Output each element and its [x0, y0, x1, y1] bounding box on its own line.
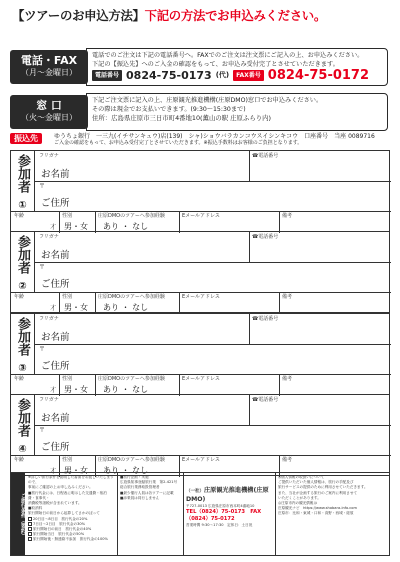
- phone-label: ☎電話番号: [252, 316, 279, 322]
- window-box: [86, 93, 388, 131]
- remarks-label: 備考: [282, 294, 293, 300]
- gender-options[interactable]: 男・女: [64, 303, 88, 312]
- age-label: 年齢: [14, 213, 25, 219]
- experience-options[interactable]: あり ・ なし: [103, 303, 149, 312]
- organization-tel[interactable]: TEL（0824）75-0173 FAX（0824）75-0172: [186, 509, 262, 523]
- address-label: ご住所: [41, 279, 70, 290]
- age-unit: 才: [50, 224, 57, 231]
- organization-name: 庄原観光推進機構(庄原DMO): [186, 487, 269, 503]
- phone-fax-line1: 電話でのご注文は下記の電話番号へ。FAXでのご注文は注文票にご記入の上、お申込みください。: [92, 52, 364, 59]
- address-label: ご住所: [41, 442, 70, 453]
- gender-label: 性別: [62, 457, 73, 463]
- experience-label: 庄原DMOのツアーへ参加経験: [98, 294, 165, 300]
- furigana-label: フリガナ: [39, 397, 59, 403]
- contact-numbers: 電話番号 0824-75-0173 (代) FAX番号 0824-75-0172: [92, 70, 369, 81]
- tour-conditions-label: ご旅行条件（要約）: [11, 473, 25, 555]
- phone-fax-line2: 下記の【振込先】へのご入金の確認をもって、お申込み受付完了とさせていただきます。: [92, 61, 339, 68]
- phone-label: ☎電話番号: [252, 397, 279, 403]
- remarks-label: 備考: [282, 376, 293, 382]
- window-line2: その際は現金でお支払いできます。(9:30〜15:30まで): [92, 106, 246, 113]
- experience-label: 庄原DMOのツアーへ参加経験: [98, 376, 165, 382]
- tour-conditions-footer: [10, 472, 390, 556]
- conditions-column: ※詳しい旅行条件を説明した書面をお渡しいたしますので、 事前にご確認の上お申し込みください。 ■旅行代金には、日程表に明示した交通費・宿泊費・食事代・ 消費税等諸税が含まれています。 ■取消料 旅行開始日の前日から起算してさかのぼって 20日目〜8日目 旅行代金の20% 7日目〜2日目 旅行代金の30% 旅行開始日の前日 旅行代金の40% 旅行開始当日 旅行代金の50% 旅行開始後・無連絡不参加 旅行代金の100%: [28, 475, 114, 542]
- participant-label: 参加者 ②: [11, 232, 35, 292]
- privacy-column: ◎個人情報の取扱いについて ご提供いただいた個人情報は、旅行の手配及び 旅行サービスの提供のために利用させていただきます。 また、当社が企画する旅行のご案内に利用させて いただくことがあります。 ◎庄原市内の観光情報は 庄原観光ナビ https://www.shobara-info.com 庄原市：比和・東城・口和・高野・西城・総領: [278, 475, 368, 516]
- address-label: ご住所: [41, 198, 70, 209]
- participant-form-2: [10, 231, 390, 313]
- email-label: Eメールアドレス: [182, 376, 220, 382]
- age-unit: 才: [50, 468, 57, 475]
- experience-options[interactable]: あり ・ なし: [103, 466, 149, 475]
- name-label: お名前: [41, 250, 70, 261]
- name-label: お名前: [41, 413, 70, 424]
- name-label: お名前: [41, 169, 70, 180]
- experience-label: 庄原DMOのツアーへ参加経験: [98, 457, 165, 463]
- participant-label: 参加者 ①: [11, 151, 35, 211]
- email-label: Eメールアドレス: [182, 457, 220, 463]
- postal-label: 〒: [39, 427, 46, 434]
- fax-label: FAX番号: [233, 70, 264, 81]
- gender-label: 性別: [62, 213, 73, 219]
- tel-number[interactable]: 0824-75-0173: [126, 69, 212, 82]
- organization-hours: 営業時間 9:30〜17:30 定休日：土日祝: [186, 523, 253, 528]
- remarks-label: 備考: [282, 457, 293, 463]
- gender-label: 性別: [62, 294, 73, 300]
- participant-label: 参加者 ④: [11, 395, 35, 455]
- participant-form-3: [10, 313, 390, 395]
- phone-label: ☎電話番号: [252, 234, 279, 240]
- age-unit: 才: [50, 305, 57, 312]
- bank-info: [10, 133, 390, 147]
- name-label: お名前: [41, 332, 70, 343]
- participant-form-1: [10, 150, 390, 232]
- participant-label: 参加者 ③: [11, 314, 35, 374]
- participant-form-4: [10, 394, 390, 476]
- postal-label: 〒: [39, 264, 46, 271]
- email-label: Eメールアドレス: [182, 294, 220, 300]
- organization-column: （一社）庄原観光推進機構(庄原DMO) 〒727-0013 広島県庄原市西本町4番地10 TEL（0824）75-0173 FAX（0824）75-0172 営業時間 9:30〜17:30 定休日：土日祝: [186, 475, 272, 528]
- phone-label: ☎電話番号: [252, 153, 279, 159]
- remarks-label: 備考: [282, 213, 293, 219]
- page-title: 【ツアーのお申込方法】下記の方法でお申込みください。: [12, 8, 326, 23]
- postal-label: 〒: [39, 183, 46, 190]
- postal-label: 〒: [39, 346, 46, 353]
- furigana-label: フリガナ: [39, 153, 59, 159]
- window-line1: 下記ご注文票に記入の上、庄原観光推進機構(庄原DMO)窓口でお申込みください。: [92, 97, 323, 104]
- age-label: 年齢: [14, 376, 25, 382]
- phone-fax-badge: 電話・FAX （月〜金曜日）: [10, 50, 88, 84]
- email-label: Eメールアドレス: [182, 213, 220, 219]
- gender-options[interactable]: 男・女: [64, 222, 88, 231]
- organization-address: 〒727-0013 広島県庄原市西本町4番地10: [186, 504, 255, 508]
- age-label: 年齢: [14, 457, 25, 463]
- tel-label: 電話番号: [92, 70, 122, 81]
- bank-account: ゆうちょ銀行 一三九(イチサンキュウ)店(139) シャ)ショウバラカンコウスイシンキコウ 口座番号 当座 0089716: [54, 133, 375, 140]
- furigana-label: フリガナ: [39, 316, 59, 322]
- bank-label: 振込先: [10, 133, 42, 144]
- planner-column: ■旅行企画・実施 広島県知事登録旅行業 第2-421号 総合旅行業務取扱管理者 ■最少催行人員は各ツアーに記載 ■添乗員は同行しません: [120, 475, 178, 500]
- address-label: ご住所: [41, 361, 70, 372]
- experience-options[interactable]: あり ・ なし: [103, 385, 149, 394]
- window-badge: 窓 口 （火〜金曜日）: [10, 95, 88, 129]
- gender-label: 性別: [62, 376, 73, 382]
- gender-options[interactable]: 男・女: [64, 466, 88, 475]
- fax-number[interactable]: 0824-75-0172: [267, 68, 370, 83]
- furigana-label: フリガナ: [39, 234, 59, 240]
- gender-options[interactable]: 男・女: [64, 385, 88, 394]
- age-unit: 才: [50, 387, 57, 394]
- age-label: 年齢: [14, 294, 25, 300]
- bank-note: ご入金の確認をもって、お申込み受付完了とさせていただきます。※振込手数料はお客様のご負担となります。: [54, 140, 303, 146]
- phone-fax-box: [86, 48, 388, 86]
- window-address: 住所：広島県庄原市三日市町4番地10(薫山の駅 庄原ふらり内): [92, 114, 271, 122]
- experience-label: 庄原DMOのツアーへ参加経験: [98, 213, 165, 219]
- experience-options[interactable]: あり ・ なし: [103, 222, 149, 231]
